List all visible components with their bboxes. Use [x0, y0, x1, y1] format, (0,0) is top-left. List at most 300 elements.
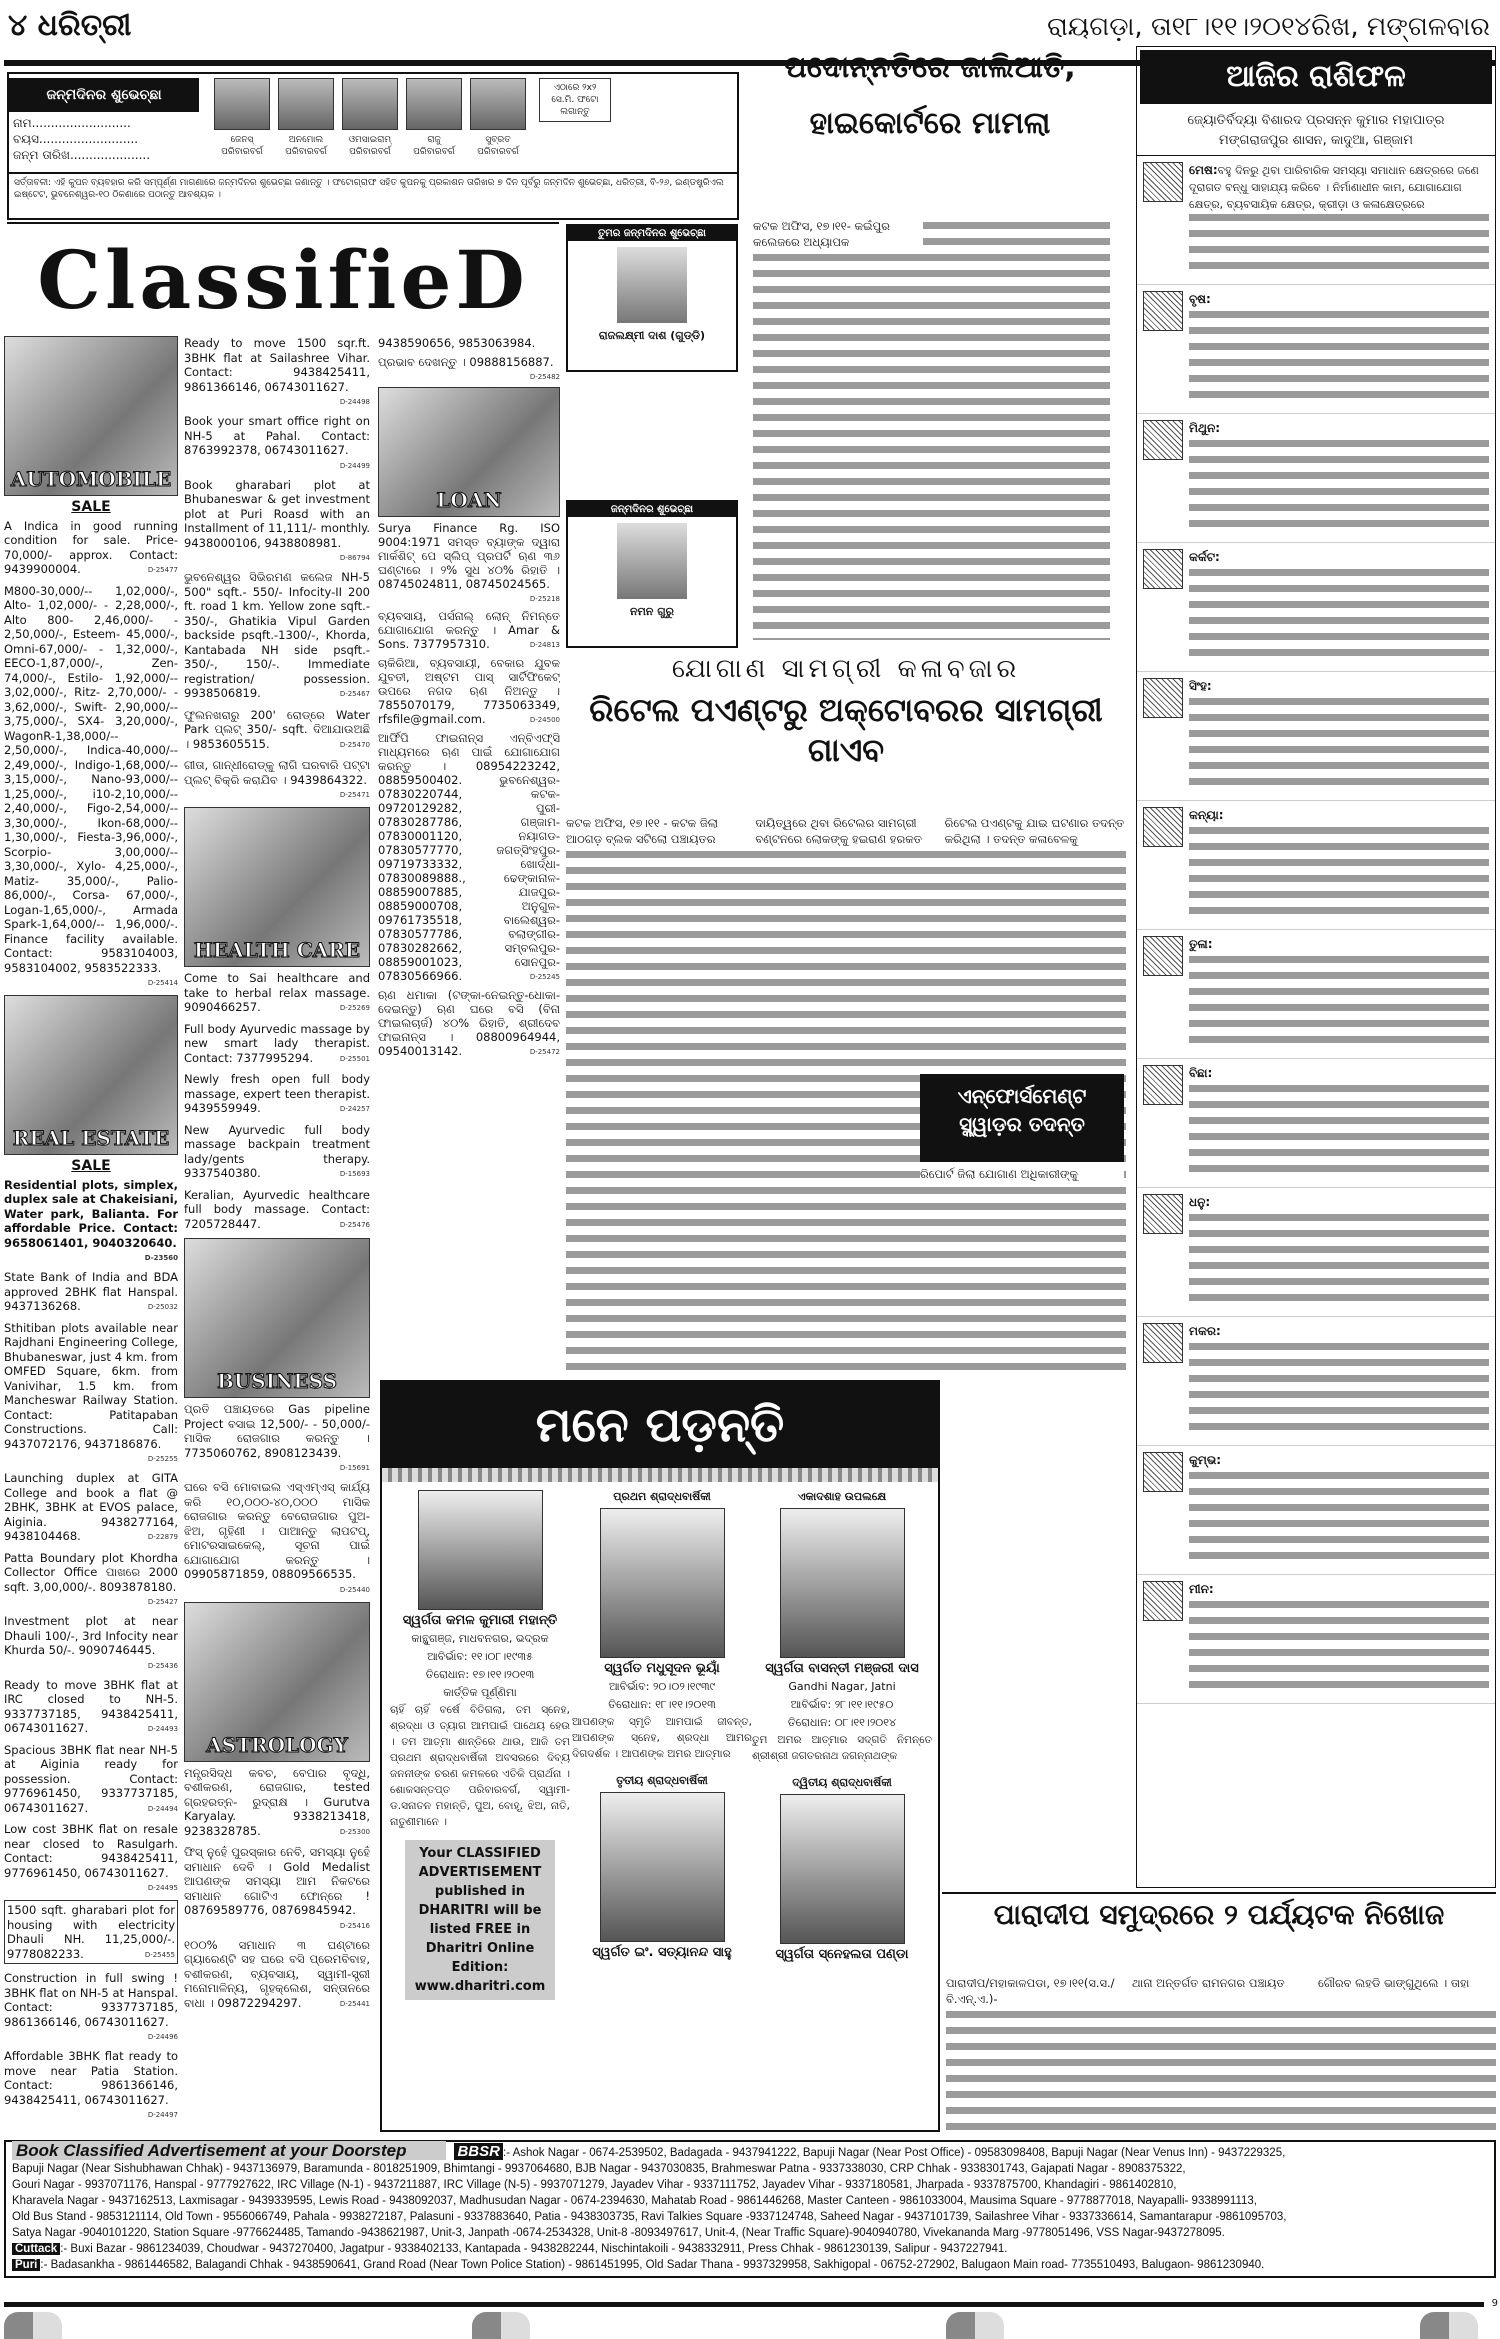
centre-list: :- Ashok Nagar - 0674-2539502, Badagada - 9437941222, Bapuji Nagar (Near Post Office) - 09583098408, Bapuji Nagar (Near Venus Inn) - 9437229325, [502, 2147, 1286, 2159]
classified-ad [184, 1402, 370, 1473]
horoscope-sign [1137, 930, 1495, 1059]
ad-code: D-25255 [147, 1455, 178, 1463]
sign-text [1189, 1323, 1489, 1439]
sign-name: ସିଂହ: [1189, 679, 1212, 693]
obituary-message: ଚାହିଁ ଚାହିଁ ବର୍ଷେ ବିତିଗଲା, ତମ ସ୍ନେହ, ଶ୍ରଦ୍ଧା ଓ ତ୍ୟାଗ ଆମପାଇଁ ପାଥେୟ ହେଉ । ତମ ଆତ୍ମା ଶାନ୍ତିରେ ଥାଉ, ଆଜି ତମ ପ୍ରଥମ ଶ୍ରାଦ୍ଧବାର୍ଷିକୀ ଅବସରରେ ଦିବ୍ୟ ଜନନୀଙ୍କ ଚରଣ କମଳରେ ଏତିକି ପ୍ରାର୍ଥନା । ଶୋକସନ୍ତପ୍ତ ପରିବାରବର୍ଗ, ସ୍ୱାମୀ- ଡ.ସନାତନ ମହାନ୍ତି, ପୁଅ, ବୋହୂ, ଝିଅ, ନାତି, ନାତୁଣୀମାନେ । [390, 1704, 570, 1828]
centre-list: Bapuji Nagar (Near Sishubhawan Chhak) - 9437136979, Baramunda - 8018251909, Bhimtangi - 9937064680, BJB Nagar - 9437030835, Brahmeswar Patna - 9337338030, CRP Chhak - 9338301743, Gajapati Nagar - 8908375322, [12, 2163, 1186, 2175]
classified-column-2 [184, 336, 370, 2136]
ad-code: D-24494 [147, 1804, 178, 1813]
obituary-occasion: ପ୍ରଥମ ଶ୍ରାଦ୍ଧବାର୍ଷିକୀ [613, 1490, 711, 1503]
ad-text: M800-30,000/-- 1,02,000/-, Alto- 1,02,000/- - 2,28,000/-, Alto 800- 2,46,000/- - 2,50,000/-, Esteem- 45,000/-, Omni-67,000/- - 1,32,000/-, EECO-1,87,000/-, Zen- 74,000/-, Estilo- 1,92,000/-- 3,02,000/-, Ritz- 2,70,000/- - 3,62,000/-, Swift- 2,90,000/-- 3,75,000/-, SX4- 3,20,000/-, WagonR-1,38,000/-- 2,50,000/-, Indica-40,000/-- 2,49,000/-, Indigo-1,68,000/-- 3,15,000/-, Nano-93,000/-- 1,25,000/-, i10-2,10,000/-- 2,40,000/-, Figo-2,54,000/-- 3,30,000/-, Ikon-68,000/-- 1,30,000/-, Fiesta-3,96,000/-, Scorpio- 3,00,000/-- 3,30,000/-, Xylo- 4,25,000/-, Matiz- 35,000/-, Palio- 86,000/-, Corsa- 67,000/-, Logan-1,65,000/-, Armada Spark-1,64,000/-- 1,96,000/-. Finance facility available. Contact: 9583104003, 9583104002, 9583522333. [4, 583, 178, 975]
portrait-photo [418, 1490, 543, 1610]
horoscope-title: ଆଜିର ରାଶିଫଳ [1140, 50, 1492, 104]
child-photo [342, 78, 398, 130]
classified-ad [4, 1178, 178, 1264]
classified-ad [378, 731, 560, 983]
classified-ad [4, 1270, 178, 1314]
horoscope-sign [1137, 285, 1495, 414]
ad-text: ଘରେ ବସି ମୋବାଇଲ ଏସ୍‌ଏମ୍‌ଏସ୍ କାର୍ଯ୍ୟ କରି ୧୦,୦୦୦-୪୦,୦୦୦ ମାସିକ ରୋଜଗାର କରନ୍ତୁ ବେରୋଜଗାର ପୁଅ-ଝିଅ, ଗୃହିଣୀ । ପାଆନ୍ତୁ ଲାପଟପ୍, ମୋଟରସାଇକେଲ୍, ସୂଚନା ପାଇଁ ଯୋଗାଯୋଗ କରନ୍ତୁ । 09905871859, 08809566535. [184, 1480, 370, 1581]
zodiac-icon [1143, 162, 1183, 202]
ad-code: D-25467 [339, 690, 370, 698]
ad-text: Sthitiban plots available near Rajdhani Engineering College, Bhubaneswar, just 4 km. from OMFED Square, 6km. from Vanivihar, 1.5 km. from Mancheswar Railway Station. Contact: Patitapaban Constructions. Call: 9437072176, 9437186876. [4, 1320, 178, 1451]
classified-ad [184, 708, 370, 752]
deceased-name: ସ୍ୱର୍ଗତ ମଧୁସୂଦନ ଭୂୟାଁ [604, 1661, 720, 1676]
classified-logo: ClassifieD [7, 222, 559, 334]
story2-body: କଟକ ଅଫିସ, ୧୭।୧୧ - କଟକ ଜିଲା ଆଠଗଡ଼ ବ୍ଲକ ସଟିଲୋ ପଞ୍ଚାୟତର ଦାୟିତ୍ୱରେ ଥିବା ରିଟେଲର ସାମଗ୍ରୀ ବଣ୍ଟନରେ ଲୋକଙ୍କୁ ହଇରାଣ ହରକତ ରିଟେଲ ପଏଣ୍ଟକୁ ଯାଇ ଘଟଣାର ତଦନ୍ତ କରିଥିଲା । ତଦନ୍ତ କଳାବେଳକୁ [566, 815, 1126, 1375]
ad-text: Investment plot at near Dhauli 100/-, 3rd Infocity near Khurda 50/-. 9090746445. [4, 1614, 178, 1657]
ad-code: D-25440 [339, 1585, 370, 1594]
classified-ad [184, 1072, 370, 1116]
sign-text [1189, 1452, 1489, 1568]
ad-code: D-24498 [339, 398, 370, 406]
child-caption [467, 134, 529, 158]
classified-ad [184, 758, 370, 800]
child-name: ସୁବ୍ରତ [485, 135, 511, 145]
child-photo [470, 78, 526, 130]
sign-line [1189, 1194, 1489, 1211]
child-name: ଅନମୋଲ [288, 135, 324, 145]
portrait-photo [780, 1508, 905, 1658]
obituary-message: ଆପଣଙ୍କ ସ୍ମୃତି ଆମପାଇଁ ଜୀବନ୍ତ, ଆପଣଙ୍କ ସ୍ନେହ, ଶ୍ରଦ୍ଧା ଆମର ଦିଗଦର୍ଶକ । ଆପଣଙ୍କ ଅମର ଆତ୍ମାର [572, 1716, 752, 1760]
sign-name: କନ୍ୟା: [1189, 808, 1224, 822]
obituary-notice [752, 1488, 932, 1764]
child-name: ଓମସାଇରାମ୍ [348, 135, 392, 145]
sign-name: ମକର: [1189, 1324, 1221, 1338]
centre-list: Old Bus Stand - 9853121114, Old Town - 9556066749, Pahala - 9938272187, Palasuni - 9337883640, Patia - 9438303735, Ravi Talkies Square -9337124748, Saheed Nagar - 9437101739, Sailashree Vihar - 9337336614, Samantarapur -9861095703, [12, 2211, 1287, 2223]
ad-text: Patta Boundary plot Khordha Collector Office ପାଖରେ 2000 sqft. 3,00,000/-. 8093878180. [4, 1550, 178, 1594]
classified-ad [184, 1022, 370, 1066]
sign-name: କର୍କଟ: [1189, 550, 1220, 564]
ad-text: ବ୍ୟବସାୟ, ପର୍ସନାଲ୍ ଲୋନ୍ ନିମନ୍ତେ ଯୋଗାଯୋଗ କରନ୍ତୁ । Amar & Sons. 7377957310. [378, 609, 560, 651]
ad-code: D-22879 [147, 1533, 178, 1541]
horoscope-column [1136, 46, 1496, 1888]
classified-ad [378, 656, 560, 726]
section-heading: SALE [71, 1158, 111, 1174]
registration-mark [472, 2312, 530, 2339]
classified-booking-centres [4, 2140, 1496, 2278]
child-photo [617, 247, 687, 323]
horoscope-sign [1137, 1446, 1495, 1575]
ad-code: D-15691 [339, 1464, 370, 1472]
deceased-name: ସ୍ୱର୍ଗତ ଇଂ. ସତ୍ୟାନନ୍ଦ ସାହୁ [592, 1945, 732, 1960]
classified-ad [4, 519, 178, 577]
child-caption [339, 134, 401, 158]
sign-text [1189, 1065, 1489, 1181]
centre-list: :- Badasankha - 9861446582, Balagandi Chhak - 9438590641, Grand Road (Near Town Police Station) - 9861451995, Old Sadar Thana - 9937329958, Sakhigopal - 06752-272902, Balugaon Main road- 7735510493, Balugaon- 9861230940. [40, 2259, 1265, 2271]
zodiac-icon [1143, 1581, 1183, 1621]
ad-code: D-15693 [339, 1170, 370, 1178]
category-image-health-care [184, 807, 370, 967]
ad-text: ଆର୍ଫିପି ଫାଇନାନ୍ସ ଏନ୍‌ବିଏଫ୍‌ସି ମାଧ୍ୟମରେ ଋଣ ପାଇଁ ଯୋଗାଯୋଗ କରନ୍ତୁ । 08954223242, 08859500402. ଭୁବନେଶ୍ୱର- 07830220744, କଟକ- 09720129282, ପୁରୀ- 07830287786, ଗଞ୍ଜାମ- 07830001120, ନୟାଗଡ- 07830577770, ଜଗତ୍‌ସିଂହପୁର- 09719733332, ଖୋର୍ଦ୍ଧା- 07830089888., ଢେଙ୍କାନାଳ- 08859007885, ଯାଜପୁର- 08859000708, ଅନୁଗୁଳ- 09761735518, ବାଲେଶ୍ୱର- 07830577786, ବଲାଙ୍ଗୀର- 07830282662, ସମ୍ବଲପୁର- 08859001023, ସୋନପୁର- 07830566966. [378, 731, 560, 983]
sign-text [1189, 162, 1489, 278]
footer-line [12, 2177, 1488, 2193]
category-image-real-estate [4, 995, 178, 1155]
category-label: ASTROLOGY [206, 1732, 348, 1757]
child-photo [617, 523, 687, 599]
ad-text: Come to Sai healthcare and take to herbal relax massage. 9090466257. [184, 971, 370, 1014]
ad-text: ଗୀତା, ଗାନ୍ଧୀରୋଡ୍‌କୁ ଲାଗି ଘରବାରି ପଟ୍ଟା ପ୍ଲଟ୍ ବିକ୍ରି କରାଯିବ । 9439864322. [184, 758, 370, 787]
category-label: LOAN [436, 488, 502, 512]
sign-line [1189, 936, 1489, 953]
free-online-listing-notice: Your CLASSIFIED ADVERTISEMENT published in DHARITRI will be listed FREE in Dharitri Online Edition: www.dharitri.com [405, 1840, 555, 2000]
sign-text [1189, 291, 1489, 407]
footer-title: Book Classified Advertisement at your Doorstep [12, 2141, 446, 2160]
portrait-photo [600, 1792, 725, 1942]
ad-code: D-24500 [529, 716, 560, 724]
sign-line [1189, 549, 1489, 566]
obituary-column [390, 1488, 570, 2000]
ad-code: D-24813 [529, 641, 560, 649]
obituary-notice [752, 1774, 932, 1964]
ad-code: D-23560 [144, 1254, 178, 1262]
ad-code: D-25501 [339, 1054, 370, 1063]
classified-ad [4, 1971, 178, 2042]
zodiac-icon [1143, 678, 1183, 718]
classified-ad [4, 2049, 178, 2120]
ad-text: 9438590656, 9853063984. [378, 336, 536, 350]
family-label: ପରିବାରବର୍ଗ [221, 147, 263, 157]
horoscope-sign [1137, 672, 1495, 801]
classified-ad [184, 1480, 370, 1595]
category-label: BUSINESS [216, 1369, 338, 1393]
child-photo [406, 78, 462, 130]
sign-text [1189, 1581, 1489, 1697]
city-tag: BBSR [454, 2143, 503, 2160]
classified-ad [184, 1188, 370, 1232]
child-photo [214, 78, 270, 130]
horoscope-sign [1137, 156, 1495, 285]
family-label: ପରିବାରବର୍ଗ [477, 147, 519, 157]
obituary-notice [572, 1488, 752, 1762]
registration-mark [4, 2312, 62, 2339]
obituary-message: ତୁମ ଅମର ଆତ୍ମାର ସଦ୍‌ଗତି ନିମନ୍ତେ ଶ୍ରୀଶ୍ରୀ ଜଗତରନାଥ ଜଗନ୍ନାଥଙ୍କ [752, 1734, 932, 1762]
sign-text [1189, 936, 1489, 1052]
sign-name: ବୃଷ: [1189, 292, 1211, 306]
child-caption [275, 134, 337, 158]
ad-code: D-24499 [339, 461, 370, 470]
horoscope-sign [1137, 414, 1495, 543]
obituary-place: Gandhi Nagar, Jatni [788, 1680, 896, 1693]
name-field: ନାମ.......................... [13, 116, 131, 130]
ad-code: D-24496 [147, 2033, 178, 2041]
footer-line [12, 2257, 1488, 2273]
classified-ad [4, 1614, 178, 1671]
ad-code: D-25471 [339, 791, 370, 799]
classified-ad [4, 1321, 178, 1465]
classified-ad [378, 521, 560, 604]
horoscope-sign [1137, 1317, 1495, 1446]
zodiac-icon [1143, 936, 1183, 976]
ad-code: D-25269 [339, 1004, 370, 1012]
ad-code: D-24495 [147, 1884, 178, 1892]
ad-code: D-25455 [144, 1950, 175, 1959]
ad-code: D-24493 [147, 1725, 178, 1733]
ad-text: ଫୁଲନଖରାରୁ 200' ରୋଡ୍‌ରେ Water Park ପ୍ଲଟ୍ 350/- sqft. ଦିଆଯାଉଅଛି । 9853605515. [184, 707, 370, 751]
ad-code: D-25245 [529, 973, 560, 981]
page-label: ୪ ଧରିତ୍ରୀ [8, 8, 132, 43]
astrologer-name: ଜ୍ୟୋତିର୍ବିଦ୍ୟା ବିଶାରଦ ପ୍ରସନ୍ନ କୁମାର ମହାପାତ୍ର [1187, 113, 1445, 128]
obituary-notice [572, 1772, 752, 1962]
zodiac-icon [1143, 420, 1183, 460]
classified-ad [4, 584, 178, 989]
obituary-born: ଆବିର୍ଭାବ: ୨୦।୦୨।୧୯୩୯ [608, 1680, 716, 1693]
classified-ad [378, 988, 560, 1058]
centre-list: Kharavela Nagar - 9437162513, Laxmisagar - 9439339595, Lewis Road - 9438092037, Madhusudan Nagar - 0674-2394630, Mahatab Road - 9861446268, Master Canteen - 9861033004, Mausima Square - 9778877018, Nayapalli- 9338991113, [12, 2195, 1258, 2207]
photo-slot: ଏଠାରେ ୨x୨ ସେ.ମି. ଫଟୋ ଲଗାନ୍ତୁ [539, 78, 611, 122]
child-name: ଜେନସ୍ [230, 135, 254, 145]
ad-text: Book gharabari plot at Bhubaneswar & get investment plot at Puri Roasd with an Installment of 11,111/- monthly. 9438000106, 9438808981. [184, 477, 370, 550]
sign-line [1189, 1452, 1489, 1469]
child-name: ରାଜୁ [427, 135, 441, 145]
footer-line [12, 2161, 1488, 2177]
deceased-name: ସ୍ୱର୍ଗତା ସ୍ନେହଲତା ପଣ୍ଡା [775, 1947, 909, 1962]
ad-code: D-25300 [339, 1827, 370, 1836]
coupon-terms: ସର୍ତ୍ତାବଳୀ: ଏହି କୁପନ ବ୍ୟବହାର କରି ସମ୍ପୂର୍ଣ୍ଣ ମାଗଣାରେ ଜନ୍ମଦିନର ଶୁଭେଚ୍ଛା ଜଣାନ୍ତୁ । ଫଟୋଗ୍ରାଫ ସହିତ କୁପନକୁ ପ୍ରକାଶନ ତାରିଖର ୭ ଦିନ ପୂର୍ବରୁ ଜନ୍ମଦିନ ଶୁଭେଚ୍ଛା, ଧରିତ୍ରୀ, ବି-୨୬, ଇଣ୍ଡଷ୍ଟ୍ରିଏଲ ଇଷ୍ଟେଟ, ଭୁବନେଶ୍ୱର-୧୦ ଠିକଣାରେ ପଠାନ୍ତୁ ଆବଶ୍ୟକ । [9, 172, 737, 218]
ad-text: Spacious 3BHK flat near NH-5 at Aiginia ready for possession. Contact: 9776961450, 9337737185, 06743011627. [4, 1742, 178, 1815]
sign-line [1189, 1323, 1489, 1340]
birthday-wish-box-1: ତୁମର ଜନ୍ମଦିନର ଶୁଭେଚ୍ଛା ରାଜଲକ୍ଷ୍ମୀ ଦାଶ (ଗୁଡ୍ଡି) [566, 224, 738, 372]
age-field: ବୟସ.......................... [13, 132, 139, 146]
family-label: ପରିବାରବର୍ଗ [413, 147, 455, 157]
city-tag: Puri [12, 2259, 40, 2271]
centre-list: Satya Nagar -9040101220, Station Square -9776624485, Tamando -9438621987, Unit-3, Janpath -0674-2534328, Unit-8 -8093497617, Unit-4, (Near Traffic Square)-9040940780, Vivekananda Marg -9778051496, VSS Nagar-9437278095. [12, 2227, 1225, 2239]
ad-code: D-25472 [529, 1048, 560, 1056]
ad-code: D-25414 [147, 979, 178, 987]
footer-line [12, 2209, 1488, 2225]
city-tag: Cuttack [12, 2243, 60, 2255]
ad-code: D-25416 [339, 1921, 370, 1930]
footer-first-line [12, 2143, 1488, 2161]
subhead-enforcement: ଏନ୍‌ଫୋର୍ସମେଣ୍ଟ ସ୍କ୍ୱାଡ଼ର ତଦନ୍ତ [920, 1074, 1124, 1162]
ad-code: D-25427 [147, 1598, 178, 1606]
portrait-photo [780, 1794, 905, 1944]
sign-line [1189, 420, 1489, 437]
story3-body: ପାରାଦୀପ/ମହାକାଳପଡା, ୧୭।୧୧(ସ.ସ./ବି.ଏନ୍.ଏ.)- ଥାନା ଅନ୍ତର୍ଗତ ରାମନଗର ପଞ୍ଚାୟତ ଗୌରବ ଲହଡି ଭାଙ୍ଗୁଥିଲେ । ତାହା [946, 1975, 1496, 2133]
classified-ad [4, 1471, 178, 1544]
ad-text: Low cost 3BHK flat on resale near closed to Rasulgarh. Contact: 9438425411, 9776961450, 06743011627. [4, 1822, 178, 1880]
ad-text: Affordable 3BHK flat ready to move near Patia Station. Contact: 9861366146, 9438425411, 06743011627. [4, 2049, 178, 2107]
sign-text [1189, 807, 1489, 923]
ad-text: Surya Finance Rg. ISO 9004:1971 ସମସ୍ତ ବ୍ୟାଙ୍କ ଦ୍ୱାରା ମାର୍କଶିଟ୍ ପେ ସ୍ଲିପ୍ ପ୍ରପର୍ଟି ଋଣ ୩୬ ଘଣ୍ଟାରେ । ୨% ସୁଧ ୪୦% ରିହାତି । 08745024811, 08745024565. [378, 521, 560, 591]
obituary-column [752, 1488, 932, 1964]
birthday-title: ଜନ୍ମଦିନର ଶୁଭେଚ୍ଛା [9, 78, 199, 112]
ad-text: Residential plots, simplex, duplex sale at Chakeisiani, Water park, Balianta. For affordable Price. Contact: 9658061401, 9040320640. [4, 1177, 178, 1250]
obituary-block [380, 1380, 940, 2132]
ad-text: ୧୦୦% ସମାଧାନ ୩ ଘଣ୍ଟାରେ ଗ୍ୟାରେଣ୍ଟି ସହ ଘରେ ବସି ପ୍ରେମବିବାହ, ବଶୀକରଣ, ବ୍ୟବସାୟ, ସ୍ୱାମୀ-ସ୍ତ୍ରୀ ମନୋମାଳିନ୍ୟ, ଗୃହକ୍ଲେଶ, ସନ୍ତାନରେ ବାଧା । 09872294297. [184, 1937, 370, 2010]
ad-code: D-86794 [339, 554, 370, 562]
obituary-notice [390, 1488, 570, 1830]
obituary-occasion: ଦ୍ୱିତୀୟ ଶ୍ରାଦ୍ଧବାର୍ଷିକୀ [792, 1776, 892, 1789]
footer-line [12, 2225, 1488, 2241]
ad-code: D-25476 [339, 1220, 370, 1229]
portrait-photo [600, 1508, 725, 1658]
horoscope-sign [1137, 543, 1495, 672]
centre-list: :- Buxi Bazar - 9861234039, Choudwar - 9437270400, Jagatpur - 9338402133, Kantapada - 9438282244, Nischintakoili - 9438332911, Press Chhak - 9861230139, Salipur - 9437227941. [60, 2243, 1008, 2255]
classified-ad [184, 1938, 370, 2011]
obituary-died: ତିରୋଧାନ: ୧୭।୧୧।୨୦୧୩ [425, 1668, 535, 1681]
classified-ad [184, 414, 370, 471]
ad-text: ଭୁବନେଶ୍ୱର ସିଭିରମଣ କଲେଜ NH-5 500" sqft.- 550/- Infocity-II 200 ft. road 1 km. Yellow zone sqft.- 350/-, Ghatikia Vipul Garden backside psqft.-1300/-, Khorda, Kantabada NH side psqft.- 350/-, 150/-. Immediate registration/ possession. 9938506819. [184, 570, 370, 700]
sign-name: ମେଷ: [1189, 163, 1218, 177]
dateline: ରାୟଗଡ଼ା, ତା୧୮।୧୧।୨୦୧୪ରିଖ, ମଙ୍ଗଳବାର [1047, 12, 1490, 42]
ad-text: ଚାକିରିଆ, ବ୍ୟବସାୟୀ, ବେକାର ଯୁବକ ଯୁବତୀ, ଅଷ୍ଟମ ପାସ୍ ସାର୍ଟିଫିକେଟ୍ ଉପରେ ନଗଦ ଋଣ ନିଅନ୍ତୁ । 7855070179, 7735063349, rfsfile@gmail.com. [378, 656, 560, 726]
family-label: ପରିବାରବର୍ଗ [349, 147, 391, 157]
category-label: AUTOMOBILE [10, 467, 172, 491]
ad-text: Full body Ayurvedic massage by new smart lady therapist. Contact: 7377995294. [184, 1021, 370, 1065]
zodiac-icon [1143, 1065, 1183, 1105]
ad-text: Keralian, Ayurvedic healthcare full body massage. Contact: 7205728447. [184, 1187, 370, 1231]
classified-ad [378, 355, 560, 382]
ad-code: D-24497 [147, 2111, 178, 2119]
sign-text [1189, 678, 1489, 794]
ad-code: D-25470 [339, 740, 370, 749]
sign-line [1189, 162, 1489, 213]
sign-name: କୁମ୍ଭ: [1189, 1453, 1222, 1467]
footer-line [12, 2241, 1488, 2257]
classified-ad [184, 570, 370, 701]
ad-code: D-25441 [339, 1999, 370, 2008]
footer-line [12, 2193, 1488, 2209]
ad-text: State Bank of India and BDA approved 2BHK flat Hanspal. 9437136268. [4, 1270, 178, 1313]
registration-mark [1420, 2312, 1478, 2339]
subhead-text: ରିପୋର୍ଟ ଜିଲା ଯୋଗାଣ ଅଧିକାରୀଙ୍କୁ [920, 1167, 1078, 1181]
ad-text: A Indica in good running condition for sale. Price-70,000/- approx. Contact: 9439900004. [4, 518, 178, 576]
child-caption [211, 134, 273, 158]
sign-line [1189, 678, 1489, 695]
classified-column-1 [4, 336, 178, 2136]
category-image-loan [378, 387, 560, 517]
zodiac-icon [1143, 807, 1183, 847]
category-label: REAL ESTATE [12, 1126, 170, 1150]
zodiac-icon [1143, 549, 1183, 589]
classified-ad [184, 971, 370, 1015]
ad-text: Ready to move 1500 sqr.ft. 3BHK flat at Sailashree Vihar. Contact: 9438425411, 9861366146, 06743011627. [184, 336, 370, 394]
obituary-column [572, 1488, 752, 1962]
ad-text: ଫିସ୍ ନୁହେଁ ପୁରସ୍କାର ନେବି, ସମସ୍ୟା ନୁହେଁ ସମାଧାନ ଦେବି । Gold Medalist ଆପଣଙ୍କ ସମସ୍ୟା ଆମ ନିକଟରେ ସମାଧାନ ଗୋଟିଏ ଫୋନ୍‌ରେ ! 08769589776, 08769845942. [184, 1845, 370, 1917]
classified-ad [4, 1678, 178, 1736]
sign-prediction: ବହୁ ଦିନରୁ ଥିବା ପାରିବାରିକ ସମସ୍ୟା ସମାଧାନ କ୍ଷେତ୍ରରେ ଜଣେ ଦୂରାଗତ ବନ୍ଧୁ ସାହାଯ୍ୟ କରିବେ । ନିର୍ମାଣାଧୀନ କାମ, ଯୋଗାଯୋଗ କ୍ଷେତ୍ର, ବ୍ୟବସାୟିକ କ୍ଷେତ୍ର, କ୍ରୀଡ଼ା ଓ କଳାକ୍ଷେତ୍ରରେ [1189, 164, 1479, 211]
sign-text [1189, 1194, 1489, 1310]
classified-ad [184, 1845, 370, 1931]
ad-code: D-25482 [529, 373, 560, 381]
ad-code: D-25032 [147, 1303, 178, 1311]
obituary-born: ଆବିର୍ଭାବ: ୧୧।୦୮।୧୯୩୫ [427, 1650, 533, 1663]
category-label: HEALTH CARE [193, 938, 361, 962]
page-number: 9 [1491, 2298, 1498, 2309]
story2-kicker: ଯୋଗାଣ ସାମଗ୍ରୀ କଳାବଜାର [671, 654, 1021, 684]
dob-field: ଜନ୍ମ ତାରିଖ..................... [13, 148, 151, 162]
ad-text: Book your smart office right on NH-5 at Pahal. Contact: 8763992378, 06743011627. [184, 414, 370, 457]
ad-text: Construction in full swing ! 3BHK flat on NH-5 at Hanspal. Contact: 9337737185, 9861366146, 06743011627. [4, 1971, 178, 2029]
birthday-wish-box-2: ଜନ୍ମଦିନର ଶୁଭେଚ୍ଛା ନମନ ଗୁରୁ [566, 500, 738, 648]
sign-name: ତୁଳା: [1189, 937, 1213, 951]
sign-name: ମୀନ: [1189, 1582, 1214, 1596]
registration-mark [946, 2312, 1004, 2339]
headline-promotion-fraud: ପଦୋନ୍ନତିରେ ଜାଲିଆତି, ହାଇକୋର୍ଟରେ ମାମଲା [784, 50, 1076, 141]
sign-text [1189, 549, 1489, 665]
bottom-rule [4, 2302, 1484, 2307]
ad-code: D-25477 [147, 566, 178, 574]
obituary-place: କାନ୍ଥୁଗଞ୍ଜ, ମାଧବନଗର, ଭଦ୍ରକ [411, 1632, 549, 1645]
story1-body: କଟକ ଅଫିସ, ୧୭।୧୧- କଇଁପୁର କଲେଜରେ ଅଧ୍ୟାପକ [753, 218, 1110, 640]
horoscope-sign [1137, 1188, 1495, 1317]
ad-text: Ready to move 3BHK flat at IRC closed to NH-5. 9337737185, 9438425411, 06743011627. [4, 1677, 178, 1735]
story2-headline: ରିଟେଲ ପଏଣ୍ଟରୁ ଅକ୍ଟୋବରର ସାମଗ୍ରୀ ଗାଏବ [589, 691, 1103, 769]
category-image-automobile [4, 336, 178, 496]
classified-ad [4, 1822, 178, 1893]
category-image-business [184, 1238, 370, 1398]
classified-ad [184, 478, 370, 564]
story3-headline: ପାରାଦୀପ ସମୁଦ୍ରରେ ୨ ପର୍ଯ୍ୟଟକ ନିଖୋଜ [942, 1892, 1496, 1932]
classified-ad [378, 609, 560, 651]
ad-text: ଋଣ ଧମାକା (ଟଙ୍କା-ନେଇନ୍ତୁ-ଧୋକା-ଦେଇନ୍ତୁ) ଋଣ ଘରେ ବସି (ବିନା ଫାଇଲଚାର୍ଜ) ୪୦% ରିହାତି, ଶ୍ରୀଦେବ ଫାଇନାନ୍ସ । 08800964944, 09540013142. [378, 988, 560, 1058]
classified-ad [184, 336, 370, 407]
ad-text: ପ୍ରତି ପଞ୍ଚାୟତରେ Gas pipeline Project ବସାଇ 12,500/- - 50,000/- ମାସିକ ରୋଜଗାର କରନ୍ତୁ । 7735060762, 8908123439. [184, 1402, 370, 1460]
subhead-box [920, 1074, 1124, 1182]
obituary-died: ତିରୋଧାନ: ୦୮।୧୧।୨୦୧୪ [787, 1716, 897, 1729]
ad-text: Newly fresh open full body massage, expert teen therapist. 9439559949. [184, 1072, 370, 1115]
category-image-astrology [184, 1602, 370, 1762]
obituary-extra: କାର୍ତ୍ତିକ ପୂର୍ଣ୍ଣିମା [443, 1686, 517, 1699]
classified-ad [4, 1743, 178, 1816]
sign-line [1189, 1065, 1489, 1082]
sign-line [1189, 291, 1489, 308]
ad-text: ପ୍ରଭାବ ଦେଖନ୍ତୁ । 09888156887. [378, 355, 554, 369]
obituary-title: ମନେ ପଡ଼ନ୍ତି [382, 1382, 938, 1482]
sign-name: ବିଛା: [1189, 1066, 1213, 1080]
horoscope-sign [1137, 1575, 1495, 1704]
birthday-coupon [7, 72, 739, 220]
child-caption [403, 134, 465, 158]
ad-text: Launching duplex at GITA College and book a flat @ 2BHK, 3BHK at EVOS palace, Aiginia. 9438277164, 9438104468. [4, 1471, 178, 1543]
obituary-born: ଆବିର୍ଭାବ: ୨୮।୧୧।୧୯୫୦ [790, 1698, 894, 1711]
classified-ad [4, 1900, 178, 1964]
deceased-name: ସ୍ୱର୍ଗତା ବାସନ୍ତୀ ମଞ୍ଜରୀ ଦାସ [765, 1661, 919, 1676]
deceased-name: ସ୍ୱର୍ଗତା କମଳ କୁମାରୀ ମହାନ୍ତି [402, 1613, 558, 1628]
sign-line [1189, 807, 1489, 824]
horoscope-sign [1137, 1059, 1495, 1188]
sign-name: ଧନୁ: [1189, 1195, 1211, 1209]
family-label: ପରିବାରବର୍ଗ [285, 147, 327, 157]
child-photo [278, 78, 334, 130]
classified-column-3 [378, 336, 560, 1376]
section-heading: SALE [71, 499, 111, 515]
zodiac-icon [1143, 291, 1183, 331]
sign-line [1189, 1581, 1489, 1598]
ad-code: D-24257 [339, 1105, 370, 1113]
ad-text: 1500 sqft. gharabari plot for housing with electricity Dhauli NH. 11,25,000/-. 9778082233. [7, 1903, 175, 1961]
horoscope-sign [1137, 801, 1495, 930]
sign-text [1189, 420, 1489, 536]
obituary-occasion: ଏକାଦଶାହ ଉପଲକ୍ଷେ [797, 1490, 887, 1503]
classified-ad [184, 1766, 370, 1839]
classified-ad [378, 336, 560, 350]
zodiac-icon [1143, 1452, 1183, 1492]
zodiac-icon [1143, 1194, 1183, 1234]
centre-list: Gouri Nagar - 9937071176, Hanspal - 9777927622, IRC Village (N-1) - 9437211887, IRC Village (N-5) - 9937071279, Jayadev Vihar - 9337111752, Jayadev Vihar - 9337180581, Jharpada - 9337875700, Khandagiri - 9861402810, [12, 2179, 1177, 2191]
ad-code: D-25436 [147, 1661, 178, 1670]
obituary-died: ତିରୋଧାନ: ୧୮।୧୧।୨୦୧୩ [608, 1698, 716, 1711]
ad-text: ମନ୍ତ୍ରସିଦ୍ଧ କବଚ, ବେପାର ବୃଦ୍ଧି, ବଶୀକରଣ, ରୋଜଗାର, tested ଗ୍ରହରତ୍ନ- ରୁଦ୍ରାକ୍ଷ । Gurutva Karyalay. 9338213418, 9238328785. [184, 1765, 370, 1838]
ad-code: D-25218 [529, 595, 560, 603]
ad-text: New Ayurvedic full body massage backpain treatment lady/gents therapy. 9337540380. [184, 1122, 370, 1180]
sign-name: ମିଥୁନ: [1189, 421, 1221, 435]
astrologer-place: ମଙ୍ଗରାଜପୁର ଶାସନ, କାଦୁଆ, ଗଞ୍ଜାମ [1219, 133, 1413, 148]
classified-ad [4, 1551, 178, 1608]
zodiac-icon [1143, 1323, 1183, 1363]
classified-ad [184, 1123, 370, 1181]
obituary-occasion: ତୃତୀୟ ଶ୍ରାଦ୍ଧବାର୍ଷିକୀ [616, 1774, 708, 1787]
